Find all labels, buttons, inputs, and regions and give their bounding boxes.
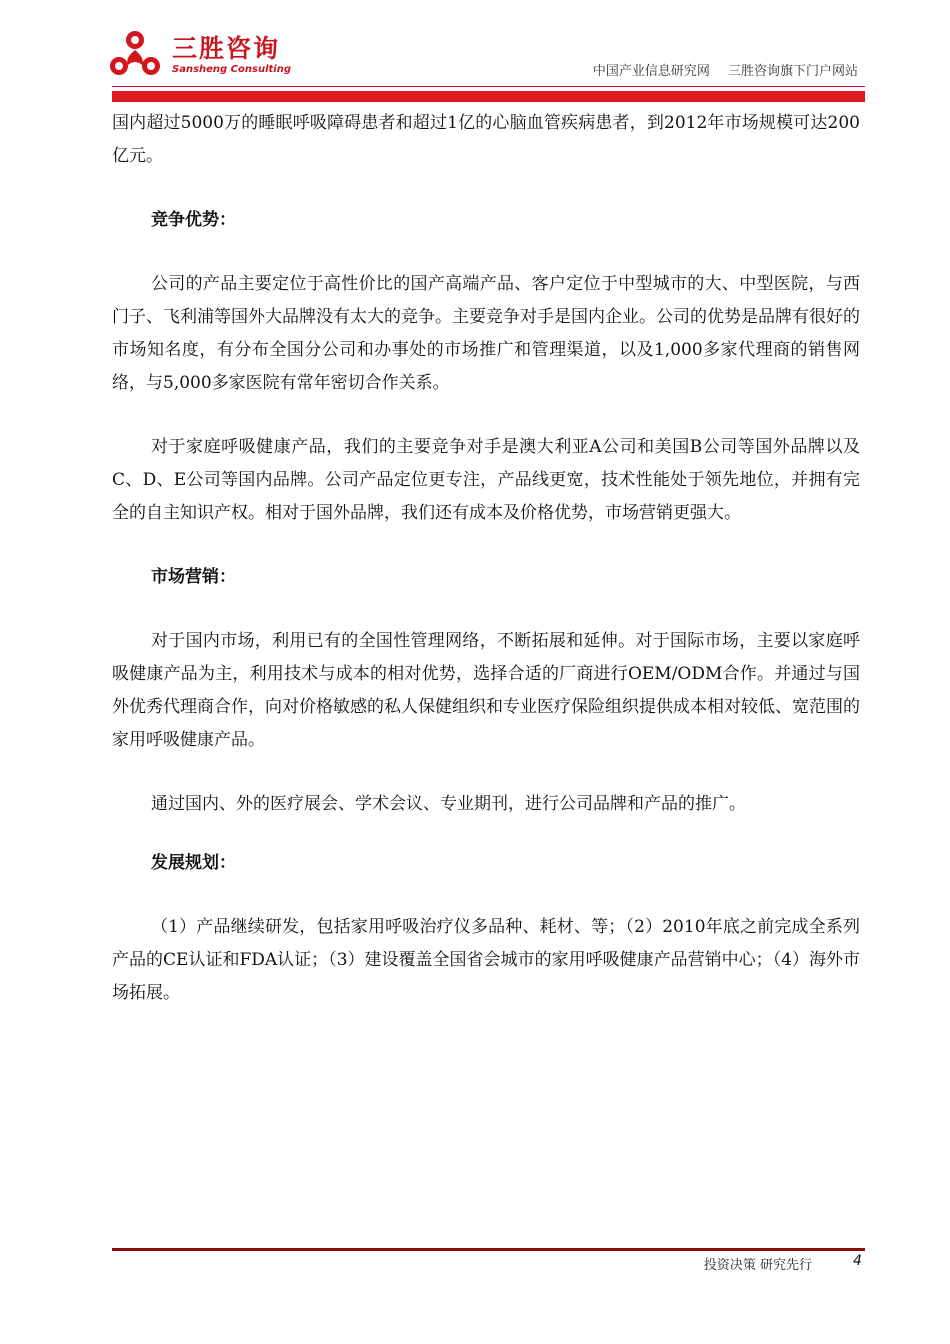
header-link-industry[interactable]: 中国产业信息研究网 [592,64,710,79]
sansheng-logo-icon [108,30,162,80]
intro-paragraph: 国内超过5000万的睡眠呼吸障碍患者和超过1亿的心脑血管疾病患者，到2012年市场规模可达200亿元。 [112,113,860,166]
document-body [112,107,860,1010]
header-links [593,60,858,79]
brand-name-en: Sansheng Consulting [172,64,291,75]
heading-competition: 竞争优势： [151,210,236,230]
competition-paragraph-2: 对于家庭呼吸健康产品，我们的主要竞争对手是澳大利亚A公司和美国B公司等国外品牌以及C、D、E公司等国内品牌。公司产品定位更专注，产品线更宽，技术性能处于领先地位，并拥有完全的自主知识产权。相对于国外品牌，我们还有成本及价格优势，市场营销更强大。 [112,437,860,523]
footer-slogan: 投资决策 研究先行 [703,1258,812,1273]
plan-paragraph: （1）产品继续研发，包括家用呼吸治疗仪多品种、耗材、等；（2）2010年底之前完成全系列产品的CE认证和FDA认证；（3）建设覆盖全国省会城市的家用呼吸健康产品营销中心；（4）海外市场拓展。 [112,917,860,1003]
marketing-paragraph-1: 对于国内市场，利用已有的全国性管理网络，不断拓展和延伸。对于国际市场，主要以家庭呼吸健康产品为主，利用技术与成本的相对优势，选择合适的厂商进行OEM/ODM合作。并通过与国外优秀代理商合作，向对价格敏感的私人保健组织和专业医疗保险组织提供成本相对较低、宽范围的家用呼吸健康产品。 [112,631,860,750]
page-number: 4 [853,1253,862,1269]
heading-development-plan: 发展规划： [151,853,236,873]
heading-marketing: 市场营销： [151,567,236,587]
footer-divider [112,1248,865,1251]
page-header [0,0,950,110]
header-divider-thick [112,91,865,102]
competition-paragraph-1: 公司的产品主要定位于高性价比的国产高端产品、客户定位于中型城市的大、中型医院，与西门子、飞利浦等国外大品牌没有太大的竞争。主要竞争对手是国内企业。公司的优势是品牌有很好的市场知名度，有分布全国分公司和办事处的市场推广和管理渠道，以及1,000多家代理商的销售网络，与5,000多家医院有常年密切合作关系。 [112,274,860,393]
header-divider-thin [112,86,865,87]
marketing-paragraph-2: 通过国内、外的医疗展会、学术会议、专业期刊，进行公司品牌和产品的推广。 [151,794,746,814]
header-link-portal[interactable]: 三胜咨询旗下门户网站 [727,64,858,79]
brand-name-cn: 三胜咨询 [172,34,281,63]
